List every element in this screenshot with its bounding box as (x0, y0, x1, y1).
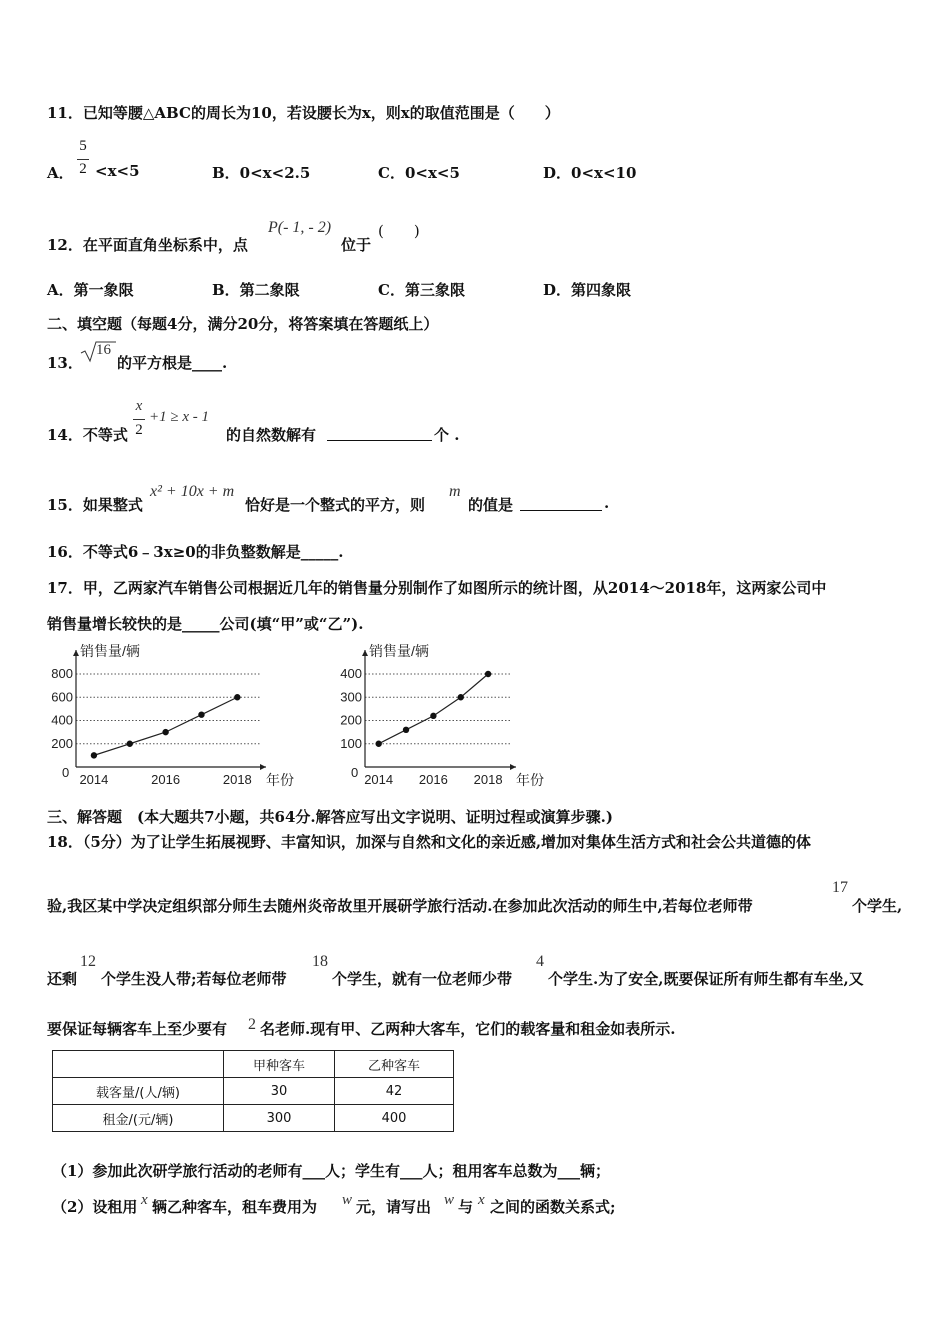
chart-data-point (198, 711, 204, 717)
chart-y-tick-label: 400 (51, 712, 73, 728)
q18-sub-2d: 与 (458, 1198, 474, 1216)
q13-radicand: 16 (96, 342, 111, 358)
chart-y-tick-label: 800 (51, 666, 73, 681)
q18-line-3a: 还剩 (47, 970, 78, 988)
chart-x-tick-label: 2016 (151, 772, 181, 787)
q18-num-4: 4 (536, 953, 544, 970)
chart-data-point (485, 671, 491, 677)
table-header-cell (53, 1051, 224, 1078)
q14-post: 个 . (434, 426, 460, 444)
q16-text: 16．不等式6﹣3x≥0的非负整数解是_____. (47, 543, 344, 561)
table-cell: 400 (335, 1105, 454, 1132)
table-cell: 30 (224, 1078, 335, 1105)
bus-table (52, 1050, 454, 1132)
chart-company-yi (330, 640, 560, 790)
q14-answer-blank[interactable] (327, 426, 432, 441)
q13-rest: 的平方根是____. (117, 354, 228, 372)
chart-x-tick-label: 2014 (364, 772, 394, 787)
chart-origin-label: 0 (351, 765, 359, 780)
q11-option-b: B．0<x<2.5 (212, 164, 311, 182)
q18-line-4b: 名老师.现有甲、乙两种大客车，它们的载客量和租金如表所示. (260, 1020, 676, 1038)
chart-x-axis-label: 年份 (516, 772, 544, 788)
chart-series-line (94, 697, 237, 755)
q18-num-12: 12 (80, 953, 96, 970)
q14-fraction-bar (133, 419, 145, 420)
q12-option-d: D．第四象限 (543, 281, 632, 299)
q15-end: . (604, 494, 610, 512)
chart-x-axis-arrow (260, 764, 266, 770)
q12-option-c: C．第三象限 (378, 281, 465, 299)
chart-data-point (375, 741, 381, 747)
q14-expression: +1 ≥ x - 1 (149, 409, 210, 425)
table-header-row (53, 1051, 454, 1078)
q18-line-3d: 个学生.为了安全,既要保证所有师生都有车坐,又 (548, 970, 864, 988)
chart-company-jia (38, 640, 318, 790)
table-header-cell: 乙种客车 (335, 1051, 454, 1078)
table-header-cell: 甲种客车 (224, 1051, 335, 1078)
chart-y-axis-arrow (362, 650, 368, 656)
q18-sub-2b: 辆乙种客车，租车费用为 (152, 1198, 318, 1216)
q11-stem: 11．已知等腰△ABC的周长为10，若设腰长为x，则x的取值范围是（ ） (47, 104, 560, 122)
q18-line-2b: 个学生, (852, 897, 903, 915)
chart-data-point (403, 727, 409, 733)
table-cell: 300 (224, 1105, 335, 1132)
q11-option-a-numerator: 5 (79, 138, 87, 154)
q18-var-w: w (342, 1192, 353, 1208)
table-cell: 租金/(元/辆) (53, 1105, 224, 1132)
table-cell: 42 (335, 1078, 454, 1105)
q12-option-b: B．第二象限 (212, 281, 300, 299)
chart-data-point (162, 729, 168, 735)
chart-x-tick-label: 2016 (418, 772, 448, 787)
section-2-heading: 二、填空题（每题4分，满分20分，将答案填在答题纸上） (47, 315, 439, 333)
chart-y-axis-arrow (73, 650, 79, 656)
q14-denominator: 2 (135, 422, 143, 438)
q17-line-1: 17．甲，乙两家汽车销售公司根据近几年的销售量分别制作了如图所示的统计图，从2014～2018年，这两家公司中 (47, 579, 827, 597)
chart-x-tick-label: 2014 (79, 772, 109, 787)
q11-option-c: C．0<x<5 (378, 164, 460, 182)
q18-line-1: 18．（5分）为了让学生拓展视野、丰富知识，加深与自然和文化的亲近感,增加对集体生活方式和社会公共道德的体 (47, 833, 812, 851)
q11-option-d: D．0<x<10 (543, 164, 637, 182)
q15-mid: 恰好是一个整式的平方，则 (245, 496, 426, 514)
chart-origin-label: 0 (62, 765, 70, 780)
q18-num-18: 18 (312, 953, 328, 970)
q15-m: m (449, 483, 461, 500)
chart-x-tick-label: 2018 (473, 772, 503, 787)
chart-y-tick-label: 600 (51, 689, 73, 705)
q18-sub-2a: （2）设租用 (52, 1198, 138, 1216)
q12-point: P(- 1, - 2) (268, 219, 332, 236)
q18-line-4a: 要保证每辆客车上至少要有 (47, 1020, 228, 1038)
q17-line-2: 销售量增长较快的是_____公司(填“甲”或“乙”). (47, 615, 364, 633)
chart-x-axis-label: 年份 (266, 772, 294, 788)
q18-var-x: x (478, 1192, 485, 1208)
q18-line-3b: 个学生没人带;若每位老师带 (101, 970, 287, 988)
chart-y-tick-label: 200 (340, 712, 362, 728)
q14-mid: 的自然数解有 (226, 426, 317, 444)
q15-post: 的值是 (468, 496, 514, 514)
q18-sub-2c: 元，请写出 (356, 1198, 432, 1216)
q18-num-17: 17 (832, 879, 848, 896)
q18-var-w: w (444, 1192, 455, 1208)
chart-y-axis-label: 销售量/辆 (80, 643, 140, 659)
q14-pre: 14．不等式 (47, 426, 128, 444)
q11-fraction-bar (77, 159, 89, 160)
q14-numerator: x (135, 398, 143, 414)
q12-stem-pre: 12．在平面直角坐标系中，点 (47, 236, 248, 254)
chart-y-tick-label: 400 (340, 666, 362, 681)
q18-sub-2e: 之间的函数关系式; (490, 1198, 616, 1216)
chart-data-point (127, 741, 133, 747)
chart-y-tick-label: 300 (340, 689, 362, 705)
chart-data-point (234, 694, 240, 700)
chart-x-axis-arrow (510, 764, 516, 770)
q12-paren: ( ) (378, 222, 420, 240)
q18-num-2: 2 (248, 1016, 256, 1033)
q18-line-3c: 个学生，就有一位老师少带 (332, 970, 513, 988)
section-3-heading: 三、解答题 (本大题共7小题，共64分.解答应写出文字说明、证明过程或演算步骤.) (47, 808, 613, 826)
q18-var-x: x (141, 1192, 148, 1208)
q13-number: 13． (47, 354, 83, 372)
q15-expression: x² + 10x + m (150, 483, 235, 500)
q18-sub-1: （1）参加此次研学旅行活动的老师有___人；学生有___人；租用客车总数为___辆； (52, 1162, 610, 1180)
q11-option-a-label: A． (47, 164, 74, 182)
chart-data-point (430, 713, 436, 719)
chart-series-line (379, 674, 488, 744)
q12-stem-post: 位于 (341, 236, 372, 254)
chart-data-point (458, 694, 464, 700)
table-row (53, 1078, 454, 1105)
q11-option-a-rest: <x<5 (95, 162, 140, 180)
q12-option-a: A．第一象限 (47, 281, 134, 299)
q15-pre: 15．如果整式 (47, 496, 143, 514)
chart-x-tick-label: 2018 (222, 772, 252, 787)
q15-answer-blank[interactable] (520, 496, 602, 511)
chart-y-axis-label: 销售量/辆 (369, 643, 429, 659)
table-cell: 载客量/(人/辆) (53, 1078, 224, 1105)
chart-y-tick-label: 200 (51, 735, 73, 751)
q11-option-a-denominator: 2 (79, 161, 87, 177)
table-row (53, 1105, 454, 1132)
chart-data-point (91, 752, 97, 758)
chart-y-tick-label: 100 (340, 735, 362, 751)
q18-line-2a: 验,我区某中学决定组织部分师生去随州炎帝故里开展研学旅行活动.在参加此次活动的师生中,若每位老师带 (47, 897, 753, 915)
